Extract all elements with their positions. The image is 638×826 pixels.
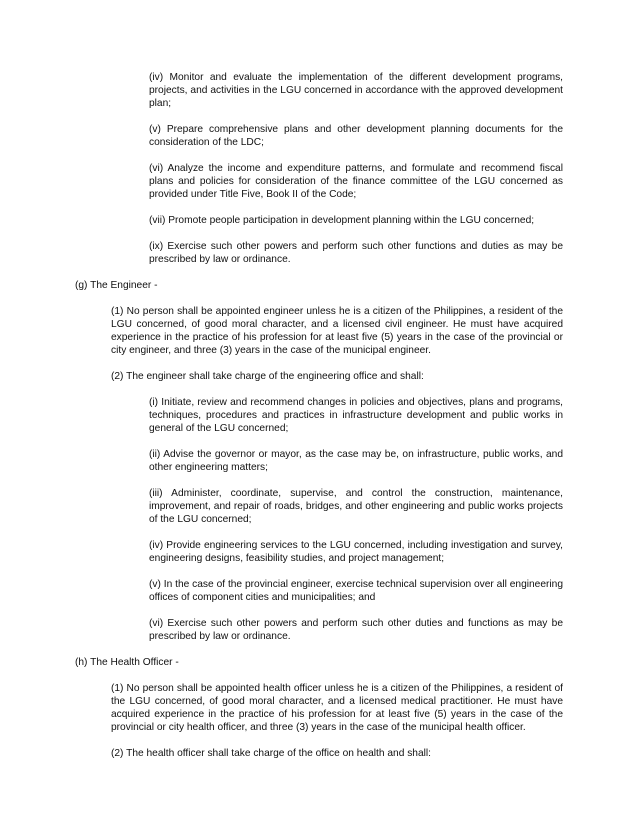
paragraph-health-2: (2) The health officer shall take charge of the office on health and shall:	[111, 748, 431, 759]
paragraph-engineer-vi: (vi) Exercise such other powers and perform such other duties and functions as may be prescribed by law or ordinance.	[149, 618, 563, 642]
paragraph-engineer-iii: (iii) Administer, coordinate, supervise, and control the construction, maintenance, improvement, and repair of roads, bridges, and other engineering and public works projects of the LGU concerned;	[149, 488, 563, 525]
paragraph-engineer-iv: (iv) Provide engineering services to the LGU concerned, including investigation and survey, engineering designs, feasibility studies, and project management;	[149, 540, 563, 564]
section-heading-health-officer: (h) The Health Officer -	[75, 657, 179, 668]
paragraph-engineer-1: (1) No person shall be appointed engineer unless he is a citizen of the Philippines, a resident of the LGU concerned, of good moral character, and a licensed civil engineer. He must have acquired experience in the practice of his profession for at least five (5) years in the case of the provincial or city engineer, and three (3) years in the case of the municipal engineer.	[111, 306, 563, 356]
paragraph-planning-vii: (vii) Promote people participation in development planning within the LGU concerned;	[149, 215, 535, 226]
paragraph-planning-v: (v) Prepare comprehensive plans and other development planning documents for the consideration of the LDC;	[149, 124, 563, 148]
paragraph-engineer-ii: (ii) Advise the governor or mayor, as the case may be, on infrastructure, public works, and other engineering matters;	[149, 449, 563, 473]
paragraph-health-1: (1) No person shall be appointed health officer unless he is a citizen of the Philippines, a resident of the LGU concerned, of good moral character, and a licensed medical practitioner. He must have acquired experience in the practice of his profession for at least five (5) years in the case of the provincial or city health officer, and three (3) years in the case of the municipal health officer.	[111, 683, 563, 733]
paragraph-planning-vi: (vi) Analyze the income and expenditure patterns, and formulate and recommend fiscal plans and policies for consideration of the finance committee of the LGU concerned as provided under Title Five, Book II of the Code;	[149, 163, 563, 200]
paragraph-planning-iv: (iv) Monitor and evaluate the implementation of the different development programs, projects, and activities in the LGU concerned in accordance with the approved development plan;	[149, 72, 563, 109]
paragraph-planning-ix: (ix) Exercise such other powers and perform such other functions and duties as may be prescribed by law or ordinance.	[149, 241, 563, 265]
paragraph-engineer-v: (v) In the case of the provincial engineer, exercise technical supervision over all engineering offices of component cities and municipalities; and	[149, 579, 563, 603]
section-heading-engineer: (g) The Engineer -	[75, 280, 158, 291]
paragraph-engineer-2: (2) The engineer shall take charge of the engineering office and shall:	[111, 371, 424, 382]
paragraph-engineer-i: (i) Initiate, review and recommend changes in policies and objectives, plans and programs, techniques, procedures and practices in infrastructure development and public works in general of the LGU concerned;	[149, 397, 563, 434]
